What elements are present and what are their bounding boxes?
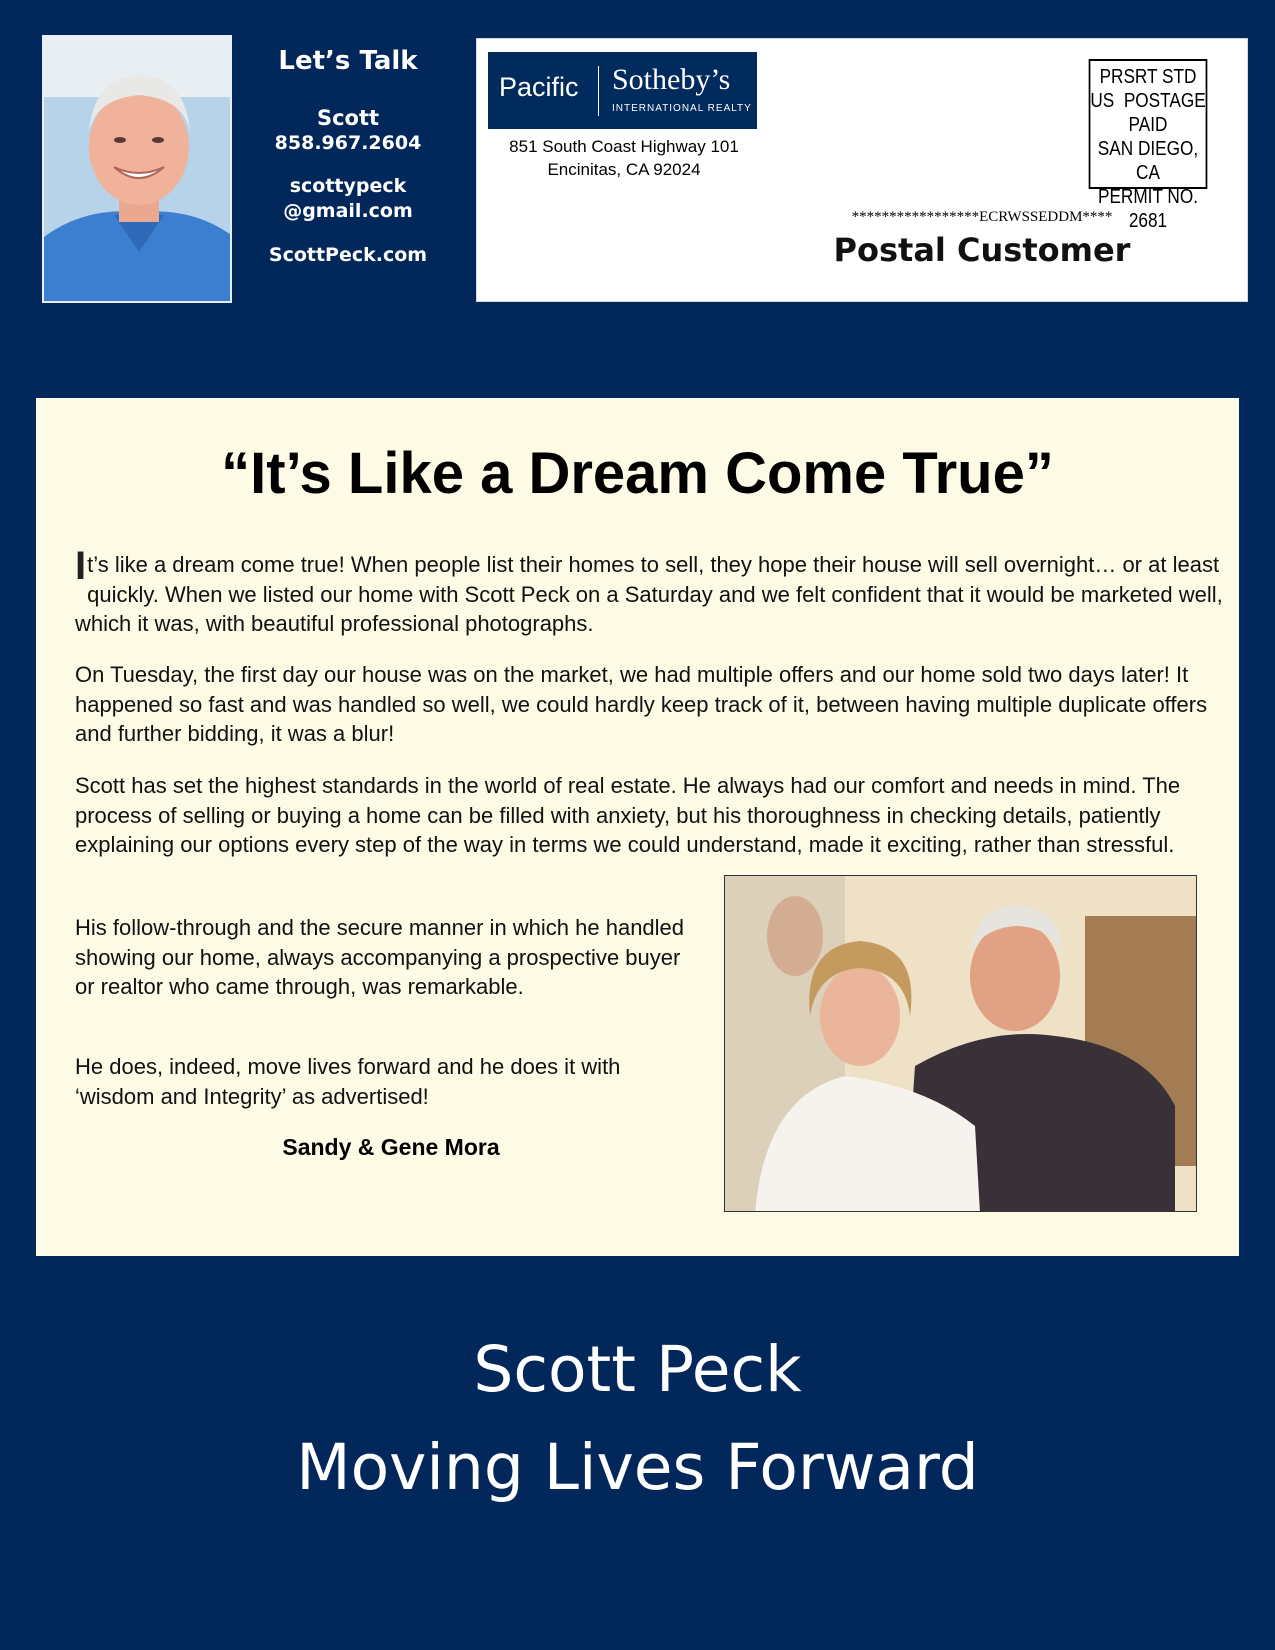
mail-route-code: *****************ECRWSSEDDM****: [851, 209, 1113, 225]
testimonial-paragraph-4: His follow-through and the secure manner in which he handled showing our home, always accompanying a prospective buyer or realtor who came through, was remarkable.: [75, 915, 685, 999]
contact-email[interactable]: [256, 174, 440, 224]
testimonial-headline: “It’s Like a Dream Come True”: [221, 441, 1054, 506]
client-photo: [724, 875, 1197, 1212]
indicia-line: US POSTAGE: [1090, 90, 1206, 112]
brokerage-logo: [488, 52, 757, 129]
logo-sothebys: Sotheby’s: [612, 63, 731, 96]
logo-subtitle: INTERNATIONAL REALTY: [612, 103, 752, 114]
testimonial-paragraph-5: He does, indeed, move lives forward and he does it with ‘wisdom and Integrity’ as advertised!: [75, 1054, 621, 1109]
testimonial-panel: [36, 398, 1239, 1256]
logo-divider: [598, 66, 599, 116]
email-line-1: scottypeck: [289, 175, 407, 197]
indicia-line: PERMIT NO. 2681: [1097, 186, 1199, 232]
contact-name: Scott: [316, 106, 380, 130]
contact-heading: Let’s Talk: [278, 46, 418, 76]
brokerage-address: [486, 135, 762, 181]
contact-phone[interactable]: 858.967.2604: [274, 132, 422, 154]
indicia-line: PAID: [1128, 114, 1168, 136]
footer-slogan: Moving Lives Forward: [296, 1431, 979, 1504]
address-line-1: 851 South Coast Highway 101: [509, 137, 739, 156]
recipient-label: Postal Customer: [833, 231, 1131, 269]
email-line-2: @gmail.com: [283, 200, 413, 222]
contact-block: [256, 40, 440, 266]
testimonial-paragraph-1: [75, 544, 1225, 639]
postage-indicia: [1089, 59, 1208, 232]
address-line-2: Encinitas, CA 92024: [547, 160, 701, 179]
agent-photo: [42, 35, 232, 303]
drop-cap: I: [75, 544, 87, 588]
paragraph-text: t’s like a dream come true! When people list their homes to sell, they hope their house will sell overnight… or at least quickly. When we listed our home with Scott Peck on a Saturday and we felt confident that it would be marketed well, which it was, with beautiful professional photographs.: [75, 552, 1223, 636]
contact-website[interactable]: ScottPeck.com: [268, 244, 428, 266]
testimonial-paragraph-2: On Tuesday, the first day our house was on the market, we had multiple offers and our home sold two days later! It happened so fast and was handled so well, we could hardly keep track of it, between having multiple duplicate offers and further bidding, it was a blur!: [75, 662, 1208, 746]
indicia-line: PRSRT STD: [1099, 66, 1197, 88]
logo-pacific: Pacific: [499, 72, 579, 102]
indicia-line: SAN DIEGO, CA: [1097, 138, 1199, 184]
mailing-panel: [476, 38, 1248, 302]
testimonial-paragraph-3: Scott has set the highest standards in the world of real estate. He always had our comfort and needs in mind. The process of selling or buying a home can be filled with anxiety, but his thoroughness in checking details, patiently explaining our options every step of the way in terms we could understand, made it exciting, rather than stressful.: [75, 773, 1181, 857]
footer-name: Scott Peck: [473, 1333, 802, 1406]
testimonial-signature: Sandy & Gene Mora: [282, 1134, 500, 1160]
